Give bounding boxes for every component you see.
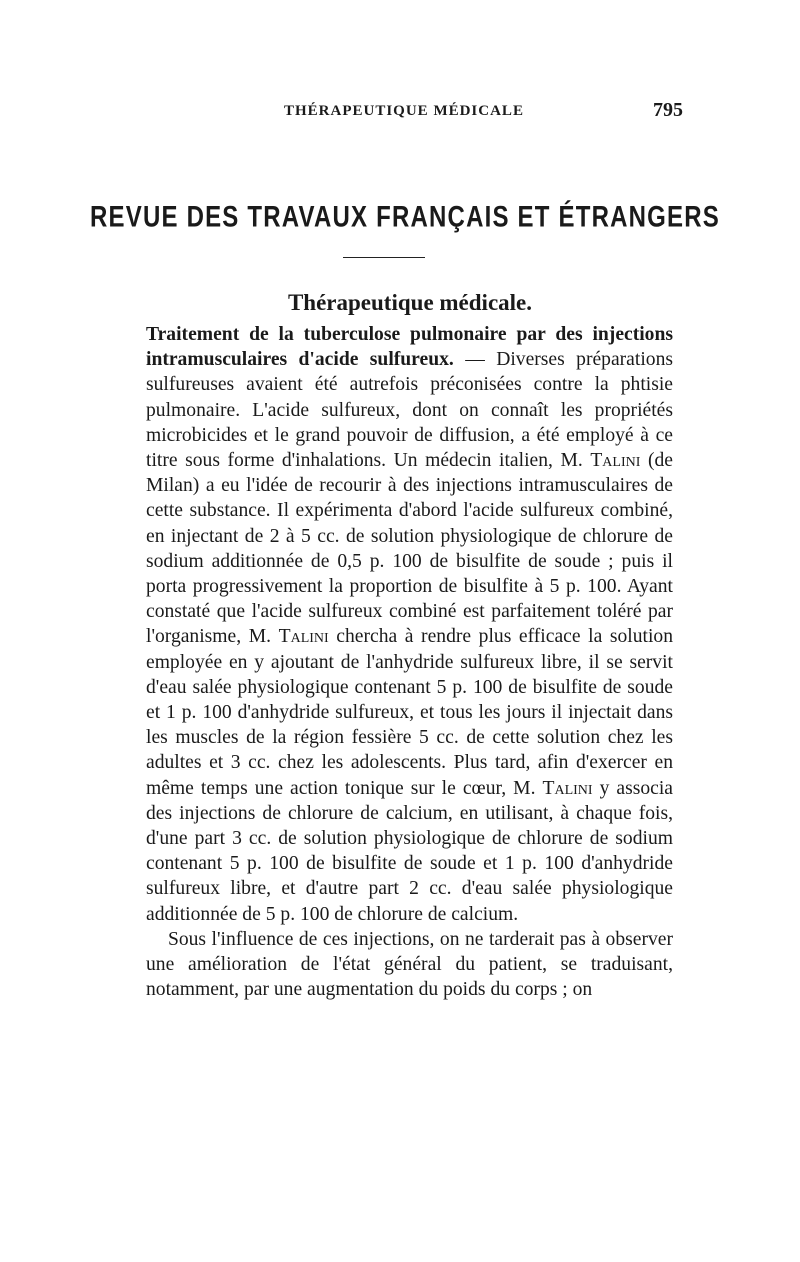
- section-title: REVUE DES TRAVAUX FRANÇAIS ET ÉTRANGERS: [90, 200, 720, 234]
- paragraph-2-text: Sous l'influence de ces injections, on ne tarderait pas à observer une amélioration de l'état général du patient, se traduisant, notamment, par une augmentation du poids du corps ; on: [146, 928, 673, 1001]
- article-heading: Traitement de la tuberculose pulmonaire par des injections intramusculaires d'acide sulfureux.: [146, 324, 673, 371]
- subsection-title: Thérapeutique médicale.: [287, 290, 533, 315]
- author-name: Talini: [278, 626, 329, 648]
- author-name: Talini: [590, 450, 641, 472]
- paragraph-1-text-a: — Diverses préparations sulfureuses avaient été autrefois préconisées contre la phtisie pulmonaire. L'acide sulfureux, dont on connaît les propriétés microbicides et le grand pouvoir de diffusion, a été employé à ce titre sous forme d'inhalations. Un médecin italien, M.: [146, 349, 673, 472]
- paragraph-1-text-b: (de Milan) a eu l'idée de recourir à des injections intramusculaires de cette substance. Il expérimenta d'abord l'acide sulfureux combiné, en injectant de 2 à 5 cc. de solution physiologique de chlorure de sodium additionnée de 0,5 p. 100 de bisulfite de soude ; puis il porta progressivement la proportion de bisulfite à 5 p. 100. Ayant constaté que l'acide sulfureux combiné est parfaitement toléré par l'organisme, M.: [146, 450, 673, 648]
- paragraph-1-text-d: y associa des injections de chlorure de calcium, en utilisant, à chaque fois, d'une part 3 cc. de solution physiologique de chlorure de sodium contenant 5 p. 100 de bisulfite de soude et 1 p. 100 d'anhydride sulfureux libre, et d'autre part 2 cc. d'eau salée physiologique additionnée de 5 p. 100 de chlorure de calcium.: [146, 777, 673, 925]
- page-number: 795: [653, 99, 683, 121]
- title-rule: [343, 257, 425, 258]
- article-paragraph-1: [146, 322, 673, 927]
- paragraph-1-text-c: chercha à rendre plus efficace la solution employée en y ajoutant de l'anhydride sulfureux libre, il se servit d'eau salée physiologique contenant 5 p. 100 de bisulfite de soude et 1 p. 100 d'anhydride sulfureux, et tous les jours il injectait dans les muscles de la région fessière 5 cc. de cette solution chez les adultes et 3 cc. chez les adolescents. Plus tard, afin d'exercer en même temps une action tonique sur le cœur, M.: [146, 626, 673, 799]
- author-name: Talini: [542, 777, 593, 799]
- article-paragraph-2: [146, 927, 673, 1003]
- article-body: [146, 322, 673, 1002]
- running-title: THÉRAPEUTIQUE MÉDICALE: [284, 103, 524, 119]
